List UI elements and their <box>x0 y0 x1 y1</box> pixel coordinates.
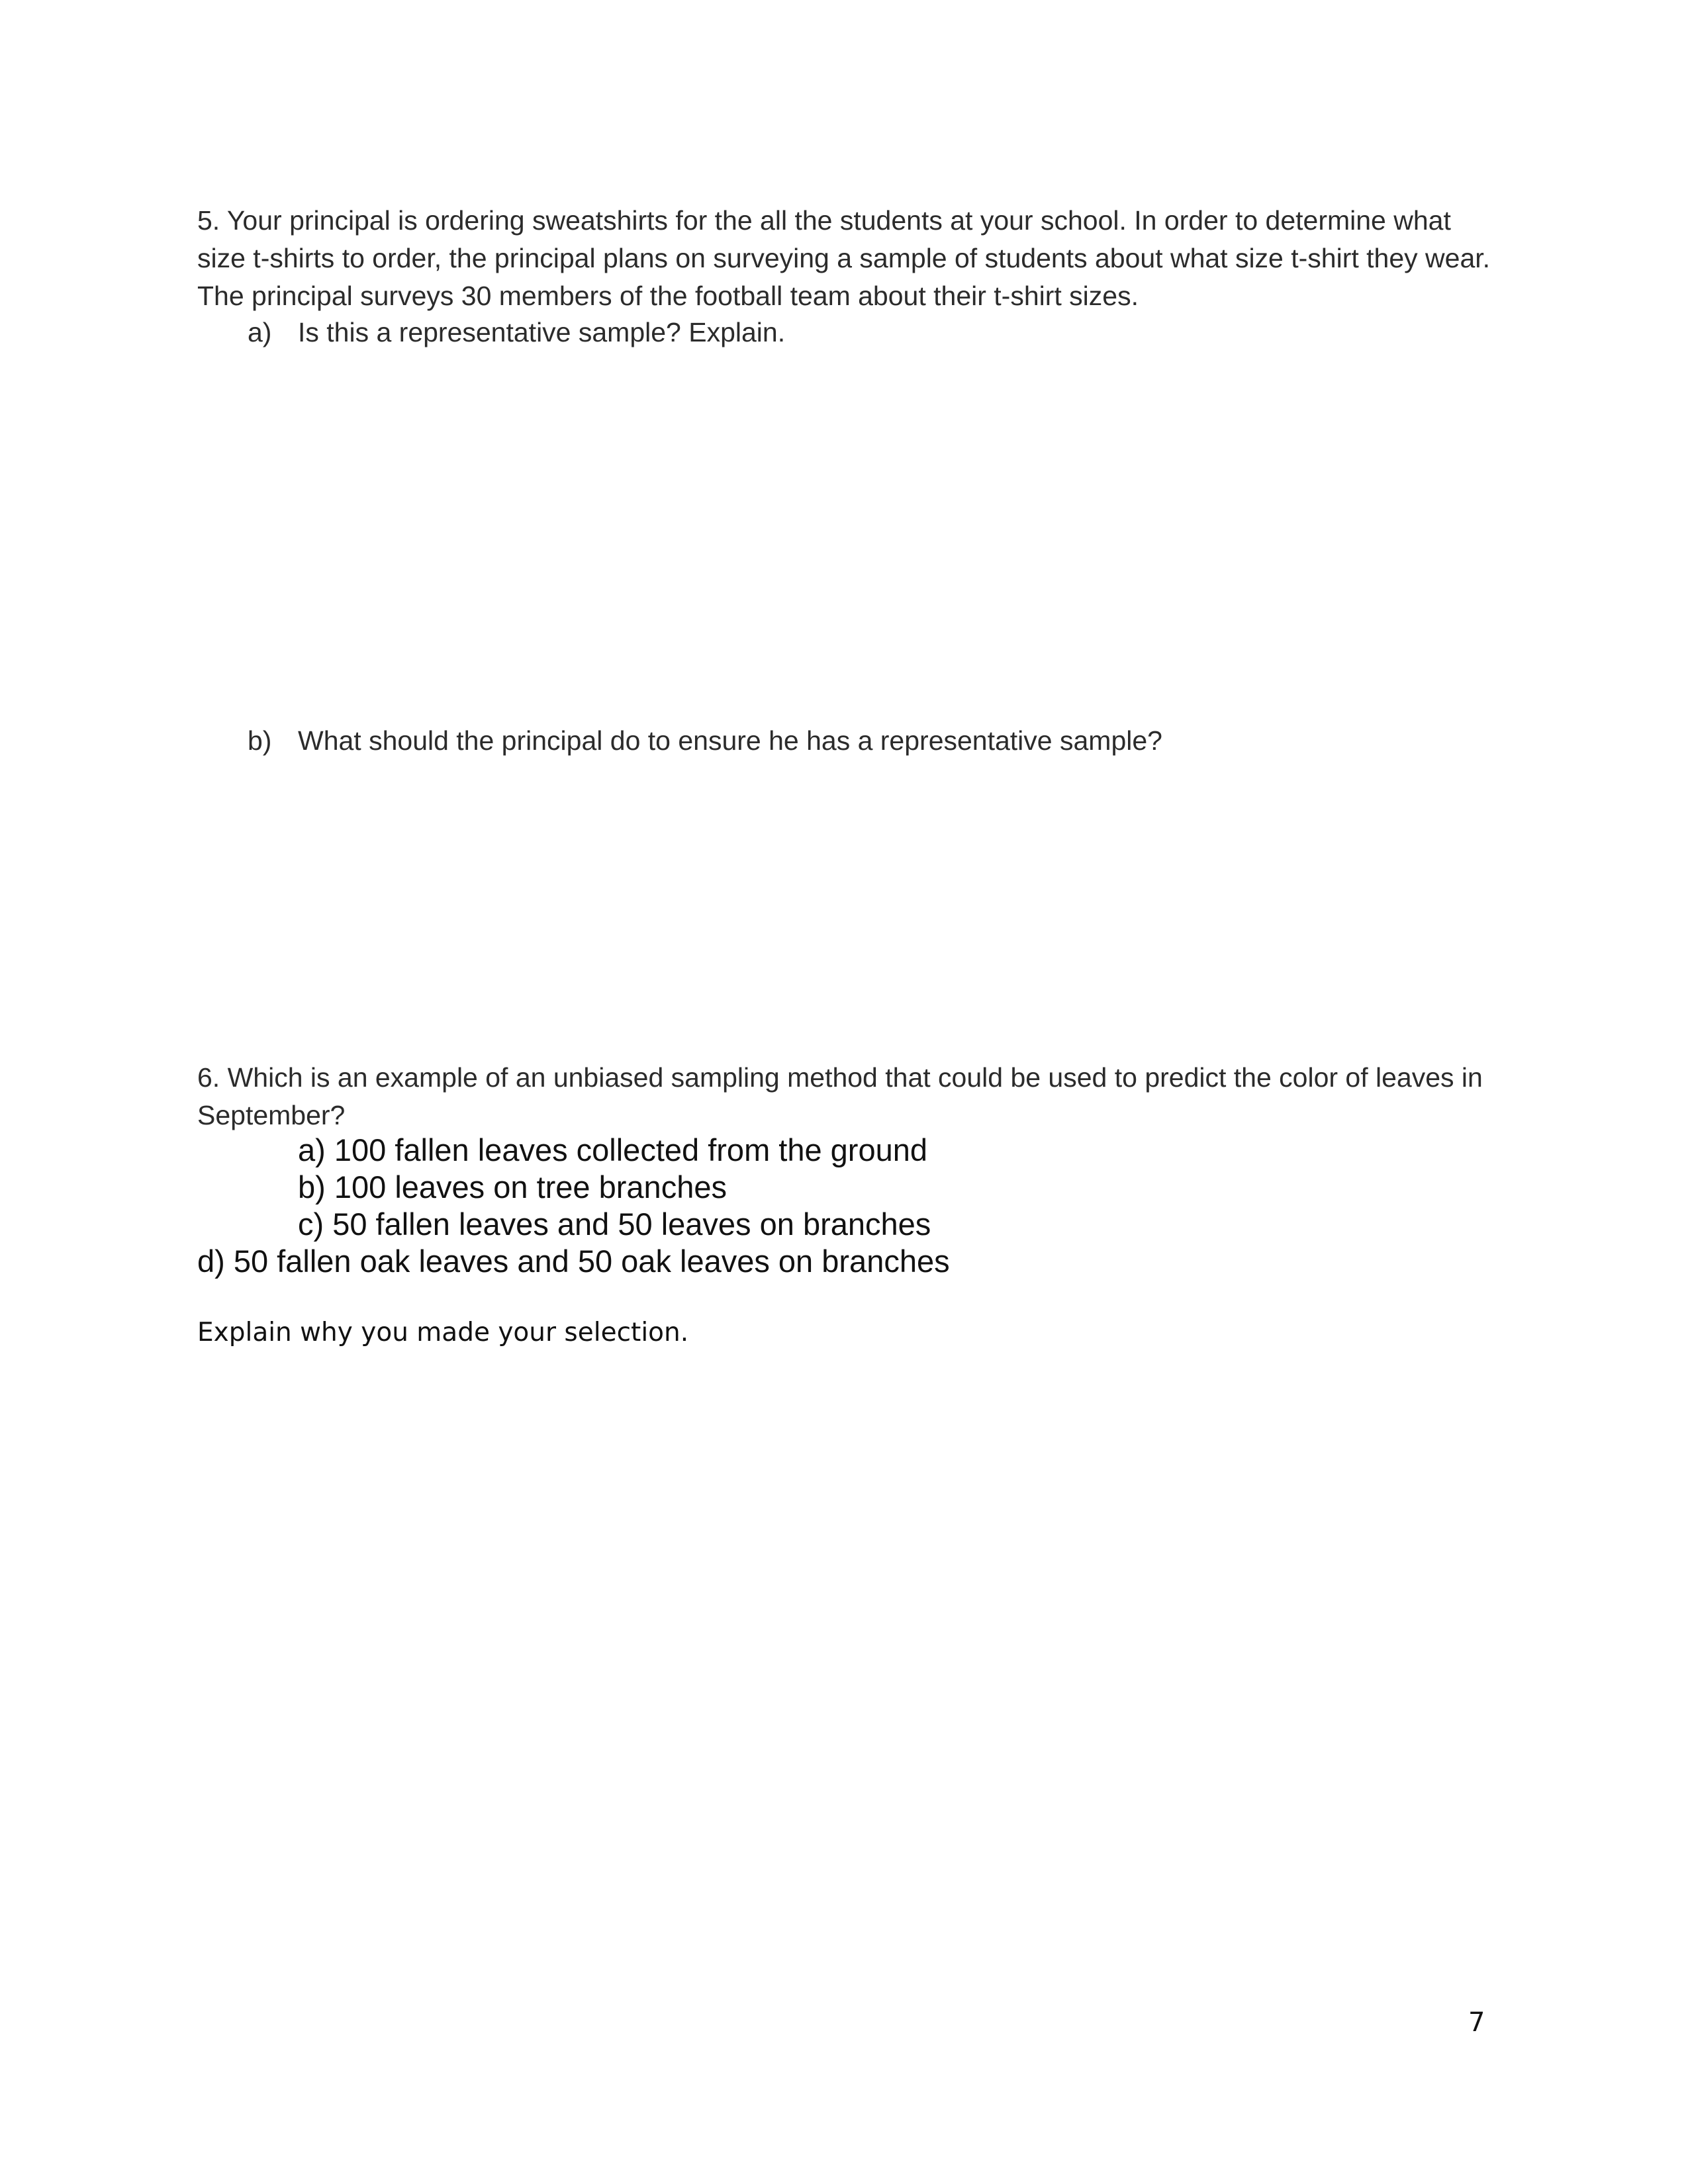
question-5-part-a <box>248 314 1439 353</box>
choice-d: d) 50 fallen oak leaves and 50 oak leaves on branches <box>197 1244 950 1279</box>
question-5-text: 5. Your principal is ordering sweatshirts for the all the students at your school. In order to determine what size t-shirts to order, the principal plans on surveying a sample of students about what size t-shirt they wear. The principal surveys 30 members of the football team about their t-shirt sizes. <box>197 205 1491 311</box>
choice-b: b) 100 leaves on tree branches <box>298 1169 727 1205</box>
part-a-text: Is this a representative sample? Explain. <box>298 317 786 347</box>
explain-prompt: Explain why you made your selection. <box>197 1318 689 1347</box>
part-a-label: a) <box>248 317 272 347</box>
page-number: 7 <box>1468 2007 1485 2038</box>
choice-c: c) 50 fallen leaves and 50 leaves on branches <box>298 1206 931 1242</box>
part-b-label: b) <box>248 725 272 756</box>
question-6-text: 6. Which is an example of an unbiased sampling method that could be used to predict the color of leaves in September? <box>197 1062 1483 1130</box>
part-b-text: What should the principal do to ensure he has a representative sample? <box>298 725 1162 756</box>
choice-a: a) 100 fallen leaves collected from the ground <box>298 1132 928 1167</box>
question-5-part-b <box>248 722 1439 762</box>
